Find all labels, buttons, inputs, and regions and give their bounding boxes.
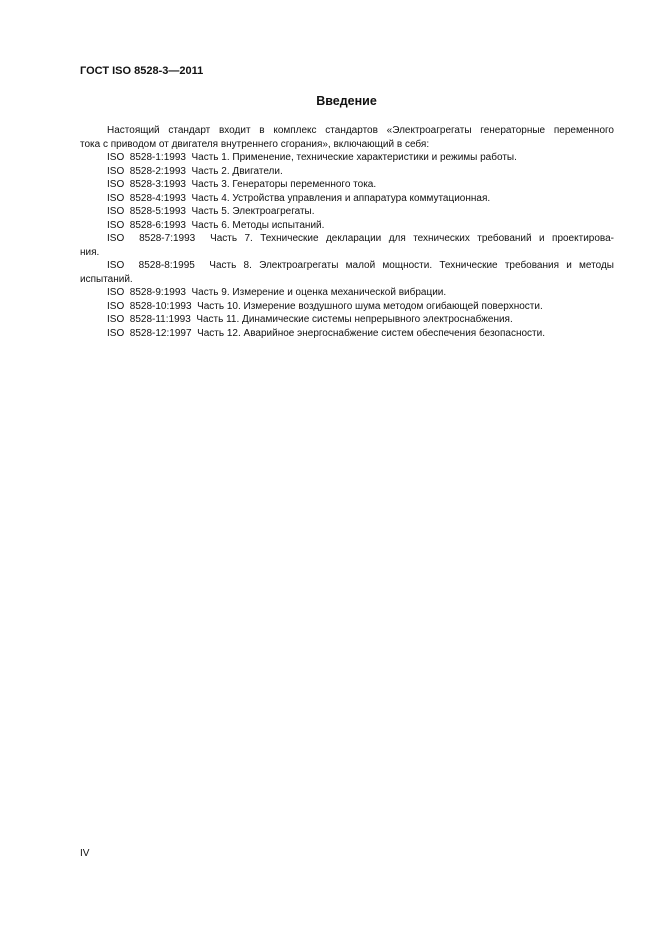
paragraph-line: тока с приводом от двигателя внутреннего сгорания», включающий в себя:: [80, 138, 430, 150]
list-item: ISO 8528-12:1997 Часть 12. Аварийное энергоснабжение систем обеспечения безопасности.: [107, 327, 545, 339]
list-item: ISO 8528-10:1993 Часть 10. Измерение воздушного шума методом огибающей поверхности.: [107, 300, 543, 312]
list-item: ISO 8528-4:1993 Часть 4. Устройства управления и аппаратура коммутационная.: [107, 192, 491, 204]
list-item: ISO 8528-11:1993 Часть 11. Динамические системы непрерывного электроснабжения.: [107, 314, 513, 325]
list-item: ISO 8528-8:1995 Часть 8. Электроагрегаты малой мощности. Технические требования и методы: [107, 260, 614, 271]
list-item: ISO 8528-2:1993 Часть 2. Двигатели.: [107, 165, 283, 177]
paragraph-line: Настоящий стандарт входит в комплекс стандартов «Электроагрегаты генераторные переменного: [107, 125, 614, 136]
page-number: IV: [80, 848, 90, 859]
list-item: ISO 8528-3:1993 Часть 3. Генераторы переменного тока.: [107, 179, 377, 190]
list-item: ISO 8528-7:1993 Часть 7. Технические декларации для технических требований и проектирова-: [107, 233, 614, 244]
list-item: ISO 8528-1:1993 Часть 1. Применение, технические характеристики и режимы работы.: [107, 152, 517, 163]
section-title: Введение: [316, 94, 377, 108]
list-item: ISO 8528-6:1993 Часть 6. Методы испытаний.: [107, 219, 325, 231]
list-item-continuation: ния.: [80, 246, 100, 258]
document-header: ГОСТ ISO 8528-3—2011: [80, 65, 204, 77]
list-item: ISO 8528-5:1993 Часть 5. Электроагрегаты.: [107, 206, 315, 217]
list-item: ISO 8528-9:1993 Часть 9. Измерение и оценка механической вибрации.: [107, 287, 447, 298]
document-body: [80, 124, 614, 340]
standards-list: [80, 151, 614, 340]
list-item-continuation: испытаний.: [80, 273, 133, 285]
